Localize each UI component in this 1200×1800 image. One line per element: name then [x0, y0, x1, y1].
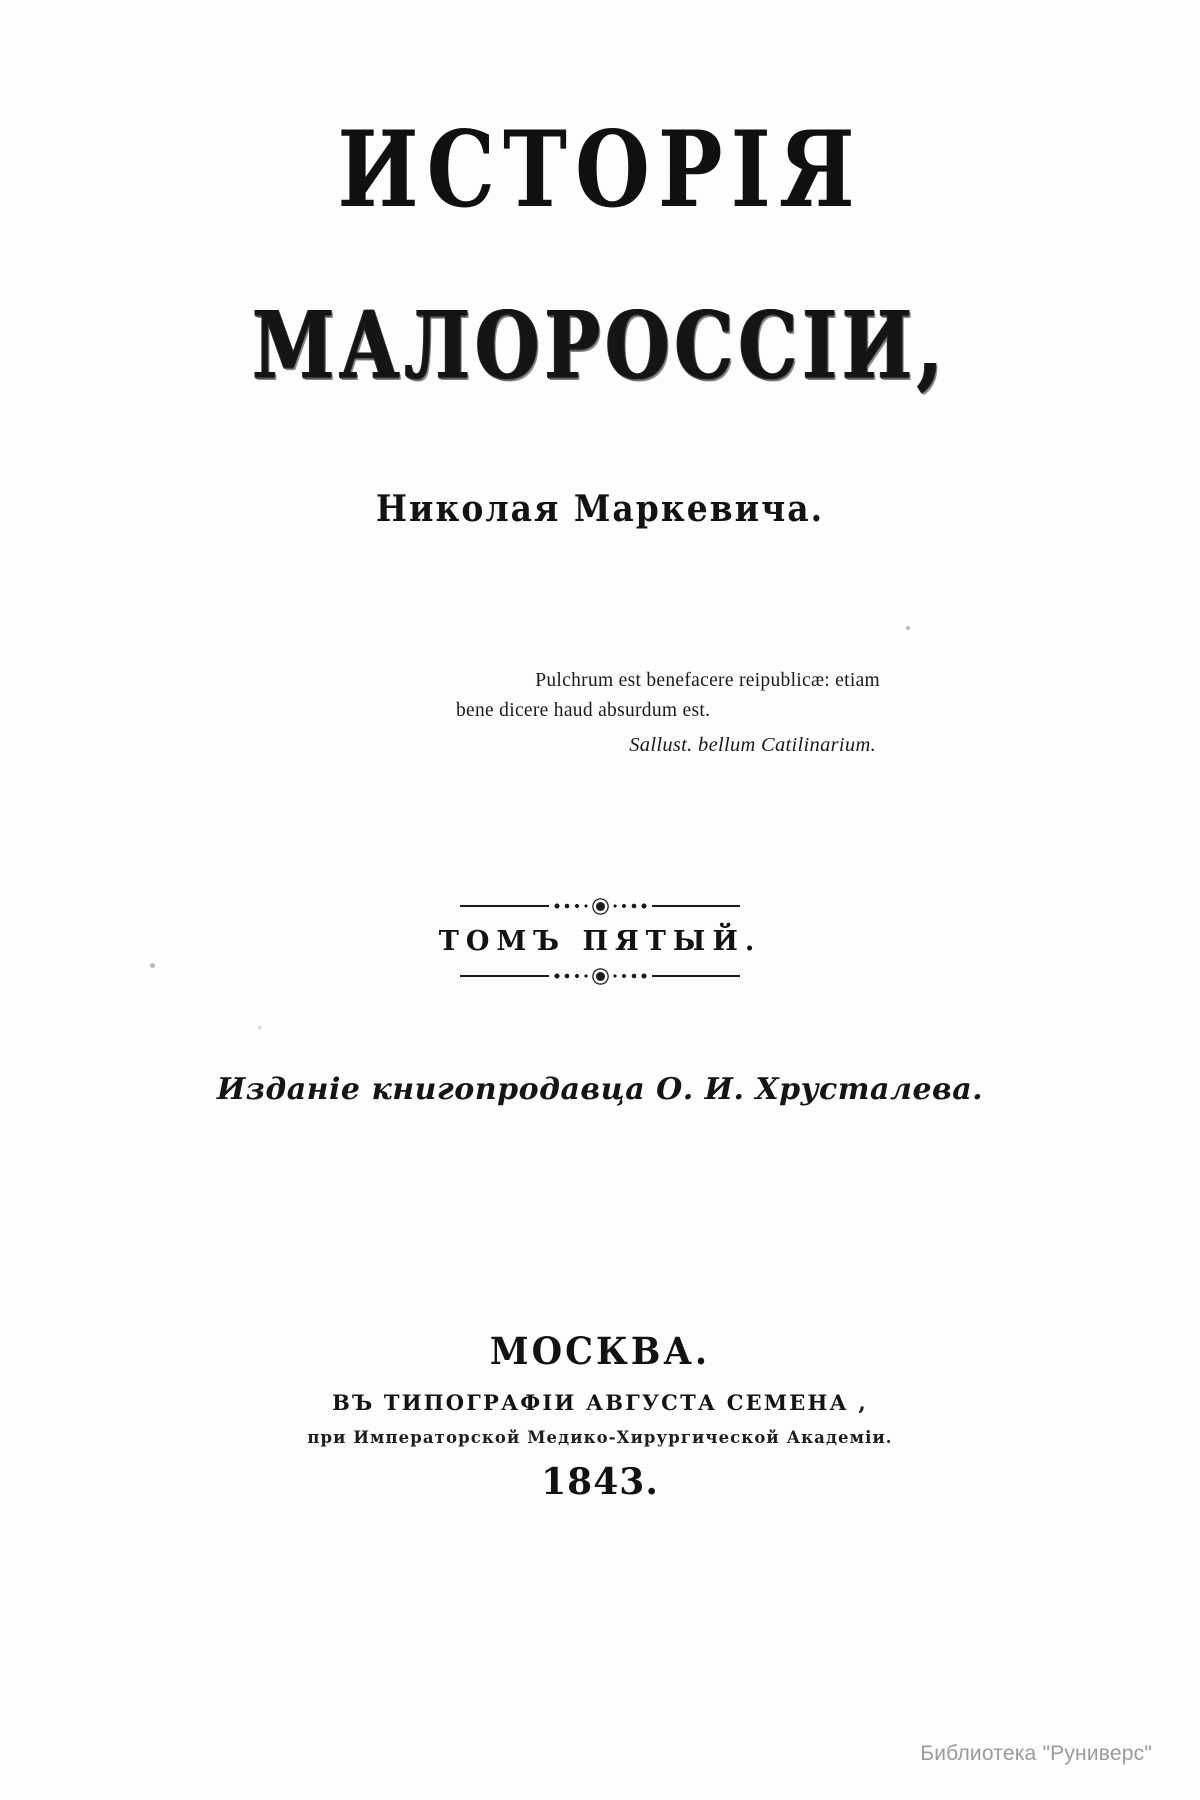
imprint-block [0, 1331, 1200, 1503]
epigraph-line-1: Pulchrum est benefacere reipublicæ: etiam [535, 670, 880, 691]
imprint-year: 1843. [541, 1461, 659, 1503]
epigraph-source: Sallust. bellum Catilinarium. [629, 734, 876, 756]
ornament-rule-bottom-icon [460, 965, 740, 987]
imprint-academy: при Императорской Медико-Хирургической Академіи. [307, 1428, 893, 1447]
page-title: ИСТОРІЯ [337, 108, 863, 232]
scan-speck [258, 1026, 261, 1029]
imprint-city: МОСКВА. [489, 1329, 711, 1374]
ornament-rule-top-icon [460, 895, 740, 917]
volume-block [0, 895, 1200, 987]
publisher-line: Изданіе книгопродавца О. И. Хрусталева. [216, 1072, 984, 1107]
imprint-press: ВЪ ТИПОГРАФІИ АВГУСТА СЕМЕНА , [332, 1390, 868, 1415]
scan-speck [906, 626, 910, 630]
page-subtitle: МАЛОРОССІИ, [252, 292, 948, 400]
author-name: Николая Маркевича. [375, 487, 825, 530]
epigraph-line-2: bene dicere haud absurdum est. [456, 700, 711, 721]
epigraph [450, 666, 880, 760]
library-watermark: Библиотека "Руниверс" [920, 1742, 1152, 1765]
volume-label: ТОМЪ ПЯТЫЙ. [438, 926, 762, 957]
